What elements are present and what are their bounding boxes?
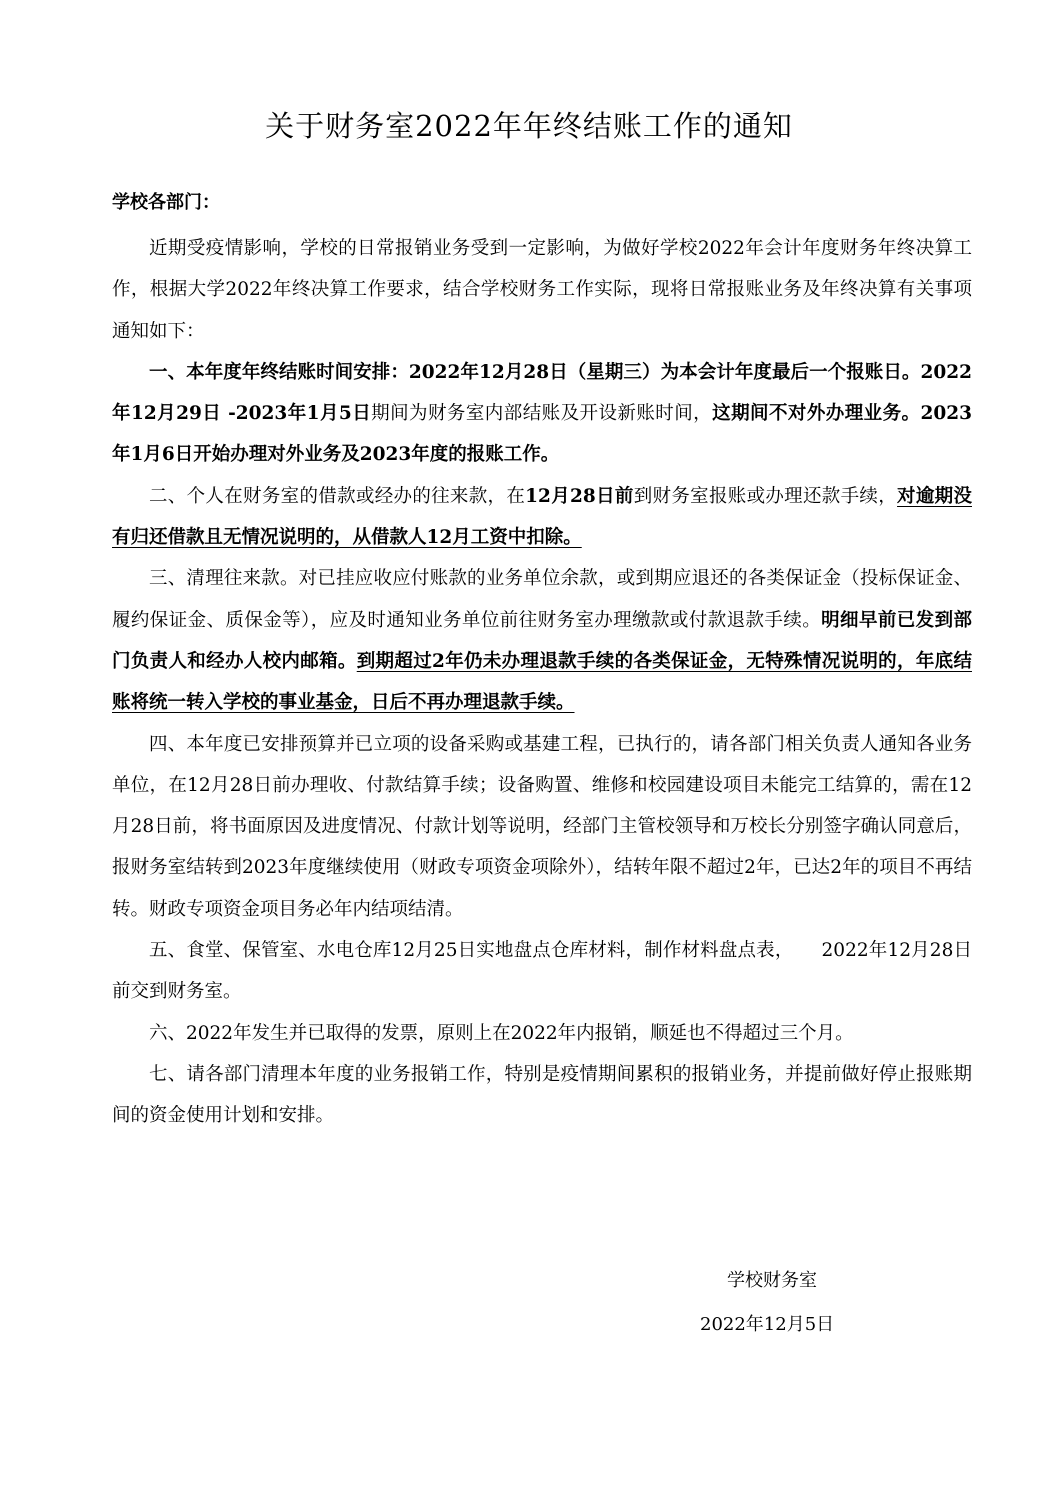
document-date: 2022年12月5日 — [700, 1314, 835, 1335]
item-2-paragraph — [112, 476, 972, 559]
document-body — [112, 228, 972, 1137]
item-1-bold-text: 一、本年度年终结账时间安排：2022年12月28日（星期三）为本会计年度最后一个报账日。2022年12月29日 -2023年1月5日 — [112, 361, 972, 425]
signature: 学校财务室 — [727, 1270, 817, 1291]
salutation: 学校各部门： — [112, 192, 220, 213]
item-3-paragraph — [112, 558, 972, 723]
intro-paragraph: 近期受疫情影响，学校的日常报销业务受到一定影响，为做好学校2022年会计年度财务年终决算工作，根据大学2022年终决算工作要求，结合学校财务工作实际，现将日常报账业务及年终决算有关事项通知如下： — [112, 238, 972, 342]
item-2-plain-text-2: 到财务室报账或办理还款手续， — [633, 485, 898, 507]
item-7-paragraph: 七、请各部门清理本年度的业务报销工作，特别是疫情期间累积的报销业务，并提前做好停止报账期间的资金使用计划和安排。 — [112, 1063, 972, 1127]
item-2-underlined-text: 对逾期没有归还借款且无情况说明的，从借款人12月工资中扣除。 — [112, 485, 972, 549]
item-4-paragraph: 四、本年度已安排预算并已立项的设备采购或基建工程，已执行的，请各部门相关负责人通知各业务单位，在12月28日前办理收、付款结算手续；设备购置、维修和校园建设项目未能完工结算的，需在12月28日前，将书面原因及进度情况、付款计划等说明，经部门主管校领导和万校长分别签字确认同意后，报财务室结转到2023年度继续使用（财政专项资金项除外），结转年限不超过2年，已达2年的项目不再结转。财政专项资金项目务必年内结项结清。 — [112, 733, 972, 920]
item-5-paragraph: 五、食堂、保管室、水电仓库12月25日实地盘点仓库材料，制作材料盘点表， 2022年12月28日前交到财务室。 — [112, 940, 972, 1003]
item-3-plain-text: 三、清理往来款。对已挂应收应付账款的业务单位余款，或到期应退还的各类保证金（投标保证金、履约保证金、质保金等），应及时通知业务单位前往财务室办理缴款或付款退款手续。 — [112, 568, 972, 631]
item-3-bold-text: 明细早前已发到部门负责人和经办人校内邮箱。 — [112, 609, 972, 672]
item-1-paragraph — [112, 352, 972, 476]
item-1-bold-text-2: 这期间不对外办理业务。2023年1月6日开始办理对外业务及2023年度的报账工作。 — [112, 403, 972, 466]
item-6-paragraph: 六、2022年发生并已取得的发票，原则上在2022年内报销，顺延也不得超过三个月。 — [149, 1022, 854, 1044]
document-title: 关于财务室2022年年终结账工作的通知 — [265, 109, 793, 143]
item-2-plain-text: 二、个人在财务室的借款或经办的往来款，在 — [149, 485, 526, 507]
item-3-underlined-text: 到期超过2年仍未办理退款手续的各类保证金，无特殊情况说明的，年底结账将统一转入学校的事业基金，日后不再办理退款手续。 — [112, 650, 972, 714]
item-1-plain-text: 期间为财务室内部结账及开设新账时间， — [371, 403, 713, 425]
item-2-bold-date: 12月28日前 — [525, 485, 634, 507]
